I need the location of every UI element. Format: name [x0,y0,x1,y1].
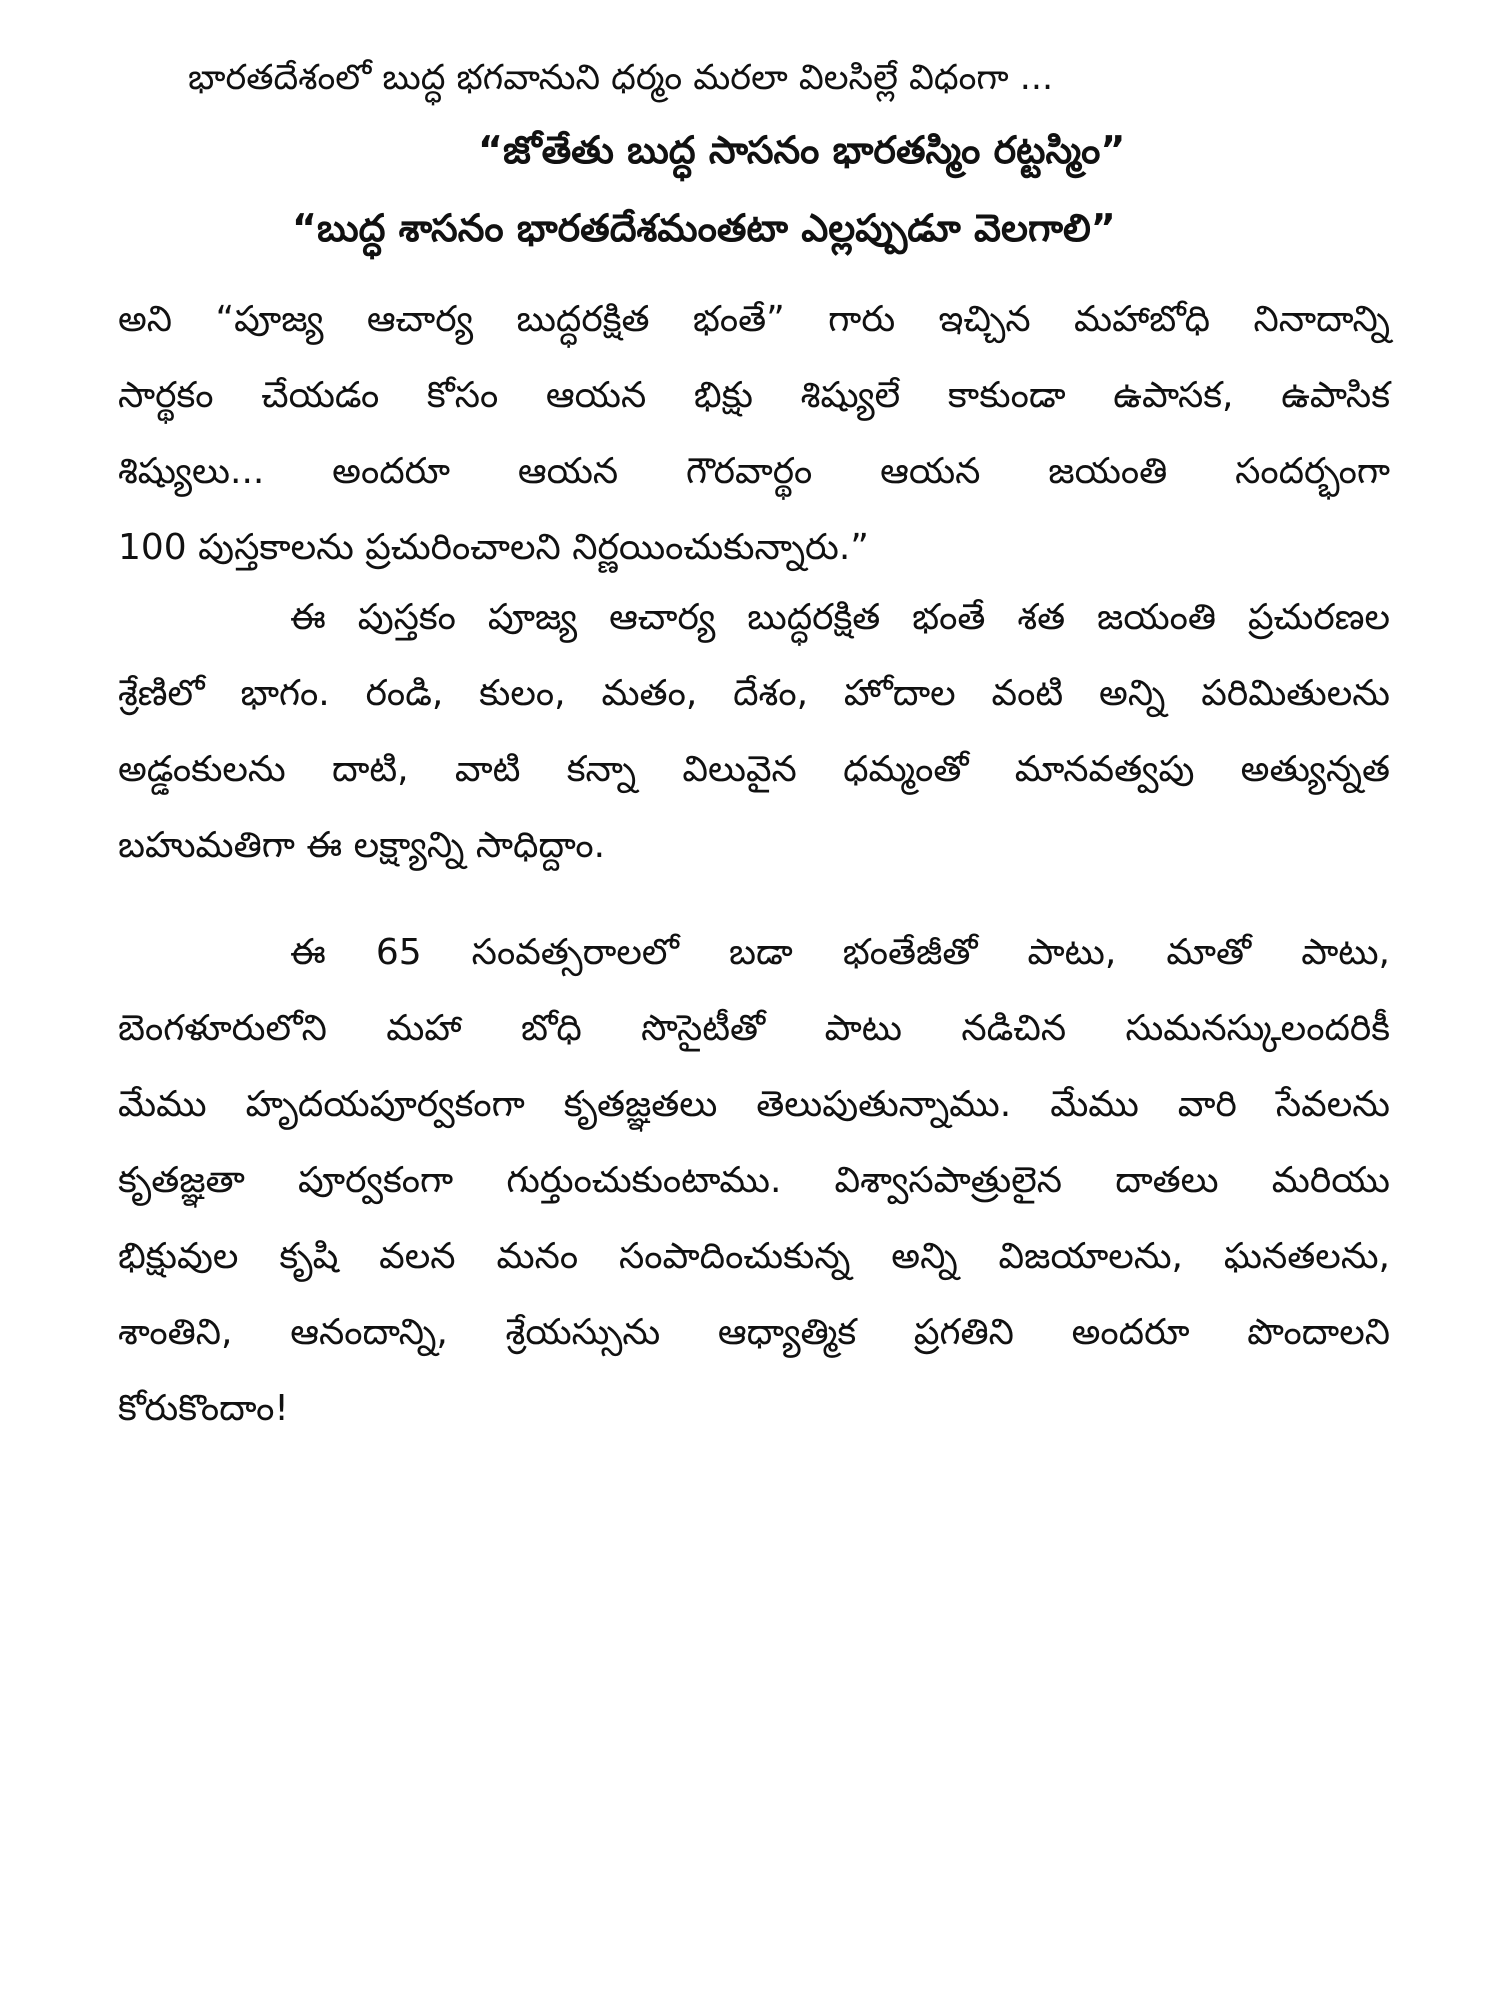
paragraph-2-line: బహుమతిగా ఈ లక్ష్యాన్ని సాధిద్దాం. [118,825,606,866]
paragraph-1-line: శిష్యులు... అందరూ ఆయన గౌరవార్థం ఆయన జయంతి సందర్భంగా [118,451,1390,492]
intro-line: భారతదేశంలో బుద్ధ భగవానుని ధర్మం మరలా విలసిల్లే విధంగా ... [188,58,1054,98]
paragraph-3-line: కృతజ్ఞతా పూర్వకంగా గుర్తుంచుకుంటాము. విశ్వాసపాత్రులైన దాతలు మరియు [118,1160,1390,1201]
paragraph-3 [118,915,1390,1447]
telugu-quote: “బుద్ధ శాసనం భారతదేశమంతటా ఎల్లప్పుడూ వెలగాలి” [292,206,1116,250]
paragraph-2-line: శ్రేణిలో భాగం. రండి, కులం, మతం, దేశం, హోదాల వంటి అన్ని పరిమితులను [118,673,1390,714]
paragraph-3-line: మేము హృదయపూర్వకంగా కృతజ్ఞతలు తెలుపుతున్నాము. మేము వారి సేవలను [118,1084,1390,1125]
paragraph-1 [118,282,1390,586]
paragraph-1-line: 100 పుస్తకాలను ప్రచురించాలని నిర్ణయించుకున్నారు.” [118,527,869,568]
paragraph-3-line: శాంతిని, ఆనందాన్ని, శ్రేయస్సును ఆధ్యాత్మిక ప్రగతిని అందరూ పొందాలని [118,1312,1390,1353]
paragraph-3-line: ఈ 65 సంవత్సరాలలో బడా భంతేజీతో పాటు, మాతో పాటు, [290,932,1390,973]
paragraph-2-line: ఈ పుస్తకం పూజ్య ఆచార్య బుద్ధరక్షిత భంతే శత జయంతి ప్రచురణల [290,597,1390,638]
pali-quote: “జోతేతు బుద్ధ సాసనం భారతస్మిం రట్టస్మిం” [478,128,1126,172]
paragraph-1-line: సార్థకం చేయడం కోసం ఆయన భిక్షు శిష్యులే కాకుండా ఉపాసక, ఉపాసిక [118,375,1390,416]
paragraph-2 [118,580,1390,884]
paragraph-1-line: అని “పూజ్య ఆచార్య బుద్ధరక్షిత భంతే” గారు ఇచ్చిన మహాబోధి నినాదాన్ని [118,299,1390,340]
paragraph-3-line: బెంగళూరులోని మహా బోధి సొసైటీతో పాటు నడిచిన సుమనస్కులందరికీ [118,1008,1390,1049]
paragraph-2-line: అడ్డంకులను దాటి, వాటి కన్నా విలువైన ధమ్మంతో మానవత్వపు అత్యున్నత [118,749,1390,790]
paragraph-3-line: భిక్షువుల కృషి వలన మనం సంపాదించుకున్న అన్ని విజయాలను, ఘనతలను, [118,1236,1390,1277]
paragraph-3-line: కోరుకొందాం! [118,1388,289,1429]
